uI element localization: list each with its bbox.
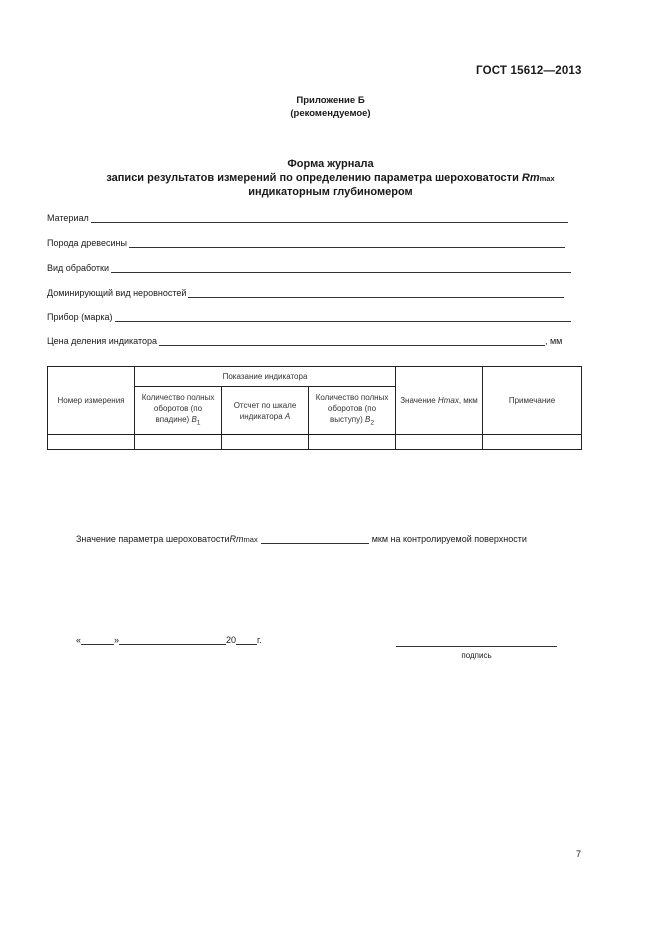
table-cell[interactable] bbox=[48, 435, 135, 450]
field-label: Прибор (марка) bbox=[47, 312, 113, 322]
rm-symbol: Rm bbox=[521, 172, 540, 184]
field-label: Материал bbox=[47, 213, 89, 223]
material-input-line[interactable] bbox=[91, 213, 568, 223]
device-input-line[interactable] bbox=[115, 312, 571, 322]
appendix-title: Приложение Б bbox=[296, 95, 365, 106]
table-cell[interactable] bbox=[135, 435, 222, 450]
form-subtitle-line3: индикаторным глубиномером bbox=[248, 186, 413, 198]
col-b2: Количество полных оборотов (по выступу) $B_2$ bbox=[309, 387, 396, 435]
month-input-line[interactable] bbox=[119, 635, 226, 645]
roughness-result-line: Значение параметра шероховатости Rm max мкм на контролируемой поверхности bbox=[76, 534, 527, 544]
indicator-division-input-line[interactable] bbox=[159, 336, 545, 346]
field-label: Цена деления индикатора bbox=[47, 336, 157, 346]
field-label: Доминирующий вид неровностей bbox=[47, 288, 187, 298]
standard-number: ГОСТ 15612—2013 bbox=[476, 65, 582, 77]
field-label: Вид обработки bbox=[47, 263, 110, 273]
measurement-table bbox=[47, 366, 582, 450]
day-input-line[interactable] bbox=[81, 635, 114, 645]
col-a: Отсчет по шкале индикатора A bbox=[222, 387, 309, 435]
col-note: Примечание bbox=[483, 367, 582, 435]
year-input-line[interactable] bbox=[236, 635, 257, 645]
field-material bbox=[47, 213, 568, 223]
table-cell[interactable] bbox=[483, 435, 582, 450]
date-line: « » 20 г. bbox=[76, 635, 262, 645]
signature-label: подпись bbox=[461, 651, 492, 660]
col-hmax: Значение Hmax, мкм bbox=[396, 367, 483, 435]
table-row bbox=[48, 435, 582, 450]
field-wood-species bbox=[47, 238, 565, 248]
table-cell[interactable] bbox=[222, 435, 309, 450]
signature-line[interactable] bbox=[396, 636, 557, 647]
appendix-status: (рекомендуемое) bbox=[290, 108, 371, 119]
field-dominant-irregularity bbox=[47, 288, 564, 298]
table-cell[interactable] bbox=[309, 435, 396, 450]
processing-type-input-line[interactable] bbox=[111, 263, 571, 273]
form-subtitle: записи результатов измерений по определению параметра шероховатости Rmmax bbox=[106, 172, 555, 184]
field-unit: , мм bbox=[544, 336, 563, 346]
table-cell[interactable] bbox=[396, 435, 483, 450]
wood-species-input-line[interactable] bbox=[129, 238, 565, 248]
col-measurement-number: Номер измерения bbox=[48, 367, 135, 435]
field-label: Порода древесины bbox=[47, 238, 127, 248]
rm-subscript: max bbox=[539, 174, 555, 183]
indicator-reading-group: Показание индикатора bbox=[135, 367, 396, 387]
roughness-value-input-line[interactable] bbox=[261, 534, 369, 544]
field-indicator-division bbox=[47, 336, 562, 346]
dominant-irregularity-input-line[interactable] bbox=[188, 288, 564, 298]
form-title: Форма журнала bbox=[287, 158, 374, 170]
col-b1: Количество полных оборотов (по впадине) $B_1$ bbox=[135, 387, 222, 435]
page-number: 7 bbox=[576, 849, 582, 859]
field-device bbox=[47, 312, 571, 322]
field-processing-type bbox=[47, 263, 571, 273]
